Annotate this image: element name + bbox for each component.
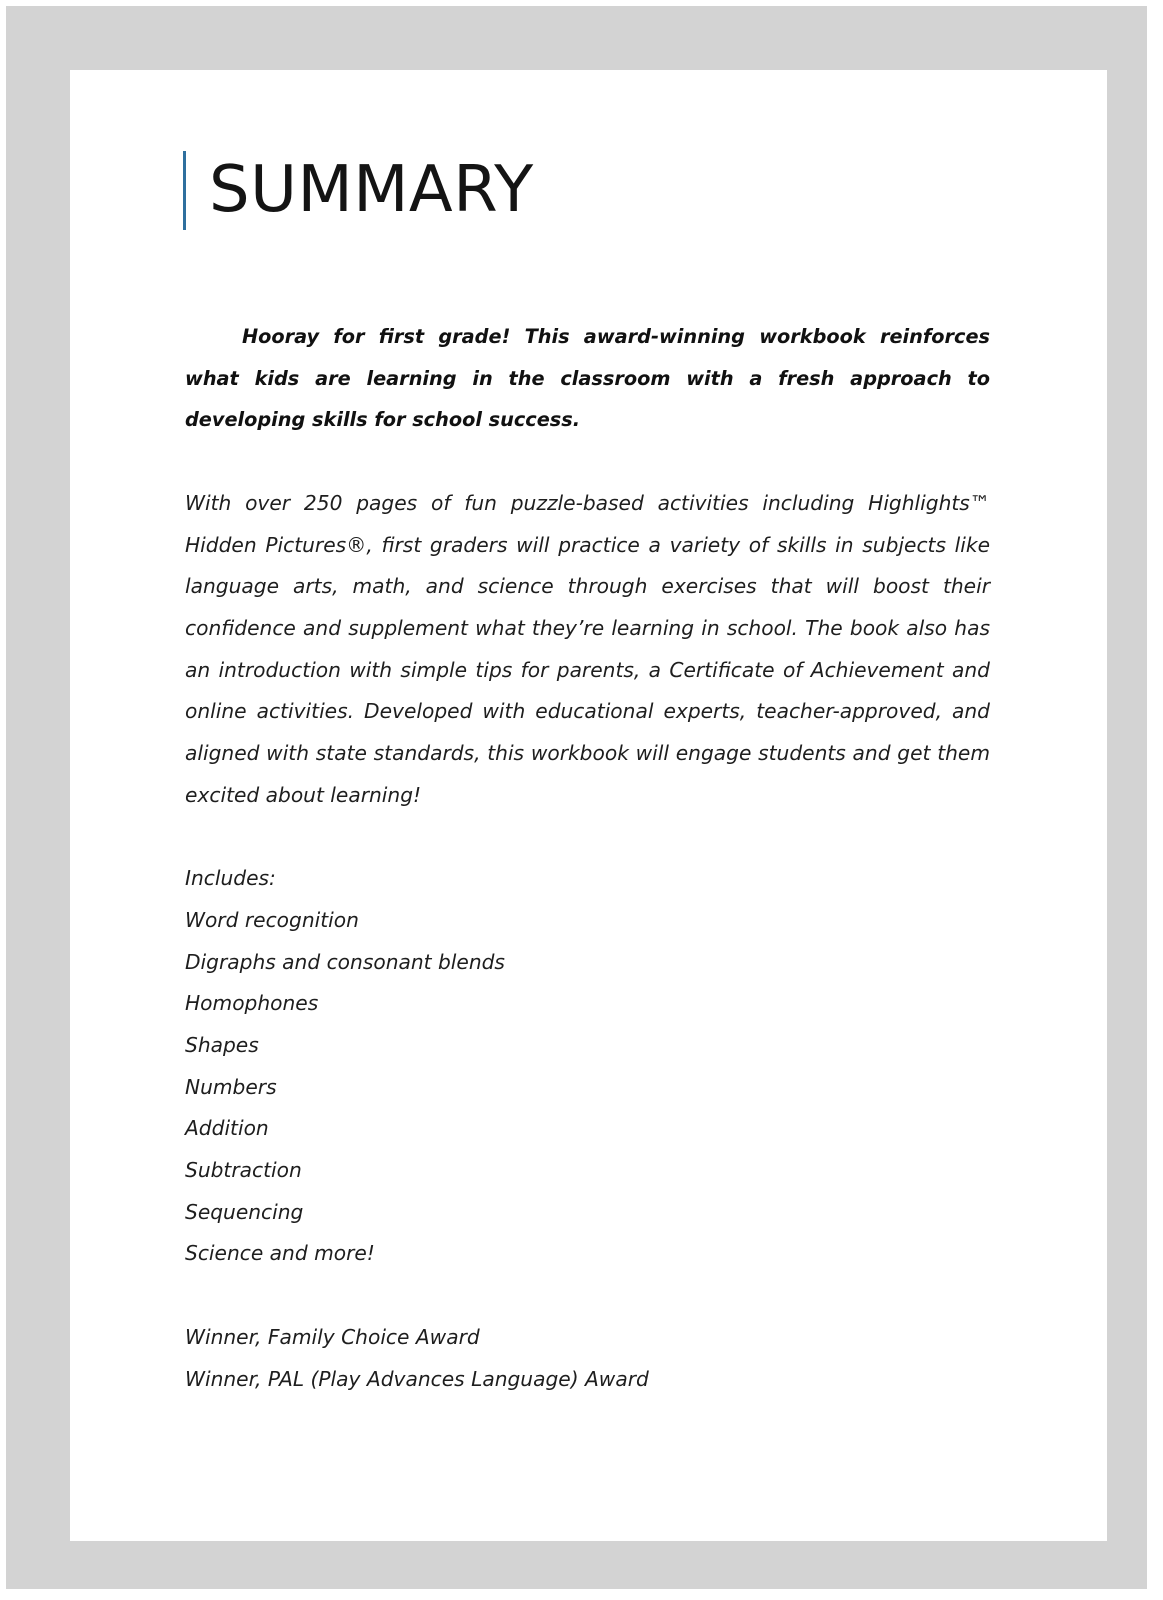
list-item: Sequencing <box>185 1199 304 1224</box>
list-item: Digraphs and consonant blends <box>185 949 505 974</box>
awards-list <box>185 1317 990 1400</box>
award-item: Winner, PAL (Play Advances Language) Award <box>185 1366 649 1391</box>
page-title: SUMMARY <box>209 153 534 227</box>
intro-paragraph: Hooray for first grade! This award-winning workbook reinforces what kids are learning in the classroom with a fresh approach to developing skills for school success. <box>185 325 990 432</box>
document-page <box>70 70 1107 1541</box>
title-accent-bar <box>183 151 186 230</box>
list-item: Word recognition <box>185 907 359 932</box>
list-item: Science and more! <box>185 1241 375 1266</box>
list-item: Numbers <box>185 1074 277 1099</box>
list-item: Shapes <box>185 1032 259 1057</box>
includes-heading: Includes: <box>185 866 276 891</box>
document-content <box>185 316 990 1400</box>
list-item: Addition <box>185 1116 269 1141</box>
includes-list <box>185 858 990 1275</box>
page-frame <box>6 6 1147 1589</box>
list-item: Subtraction <box>185 1158 302 1183</box>
award-item: Winner, Family Choice Award <box>185 1324 480 1349</box>
list-item: Homophones <box>185 991 319 1016</box>
body-paragraph: With over 250 pages of fun puzzle-based activities including Highlights™ Hidden Pictures®, first graders will practice a variety of skills in subjects like language arts, math, and science through exercises that will boost their confidence and supplement what they’re learning in school. The book also has an introduction with simple tips for parents, a Certificate of Achievement and online activities. Developed with educational experts, teacher-approved, and aligned with state standards, this workbook will engage students and get them excited about learning! <box>185 490 990 807</box>
